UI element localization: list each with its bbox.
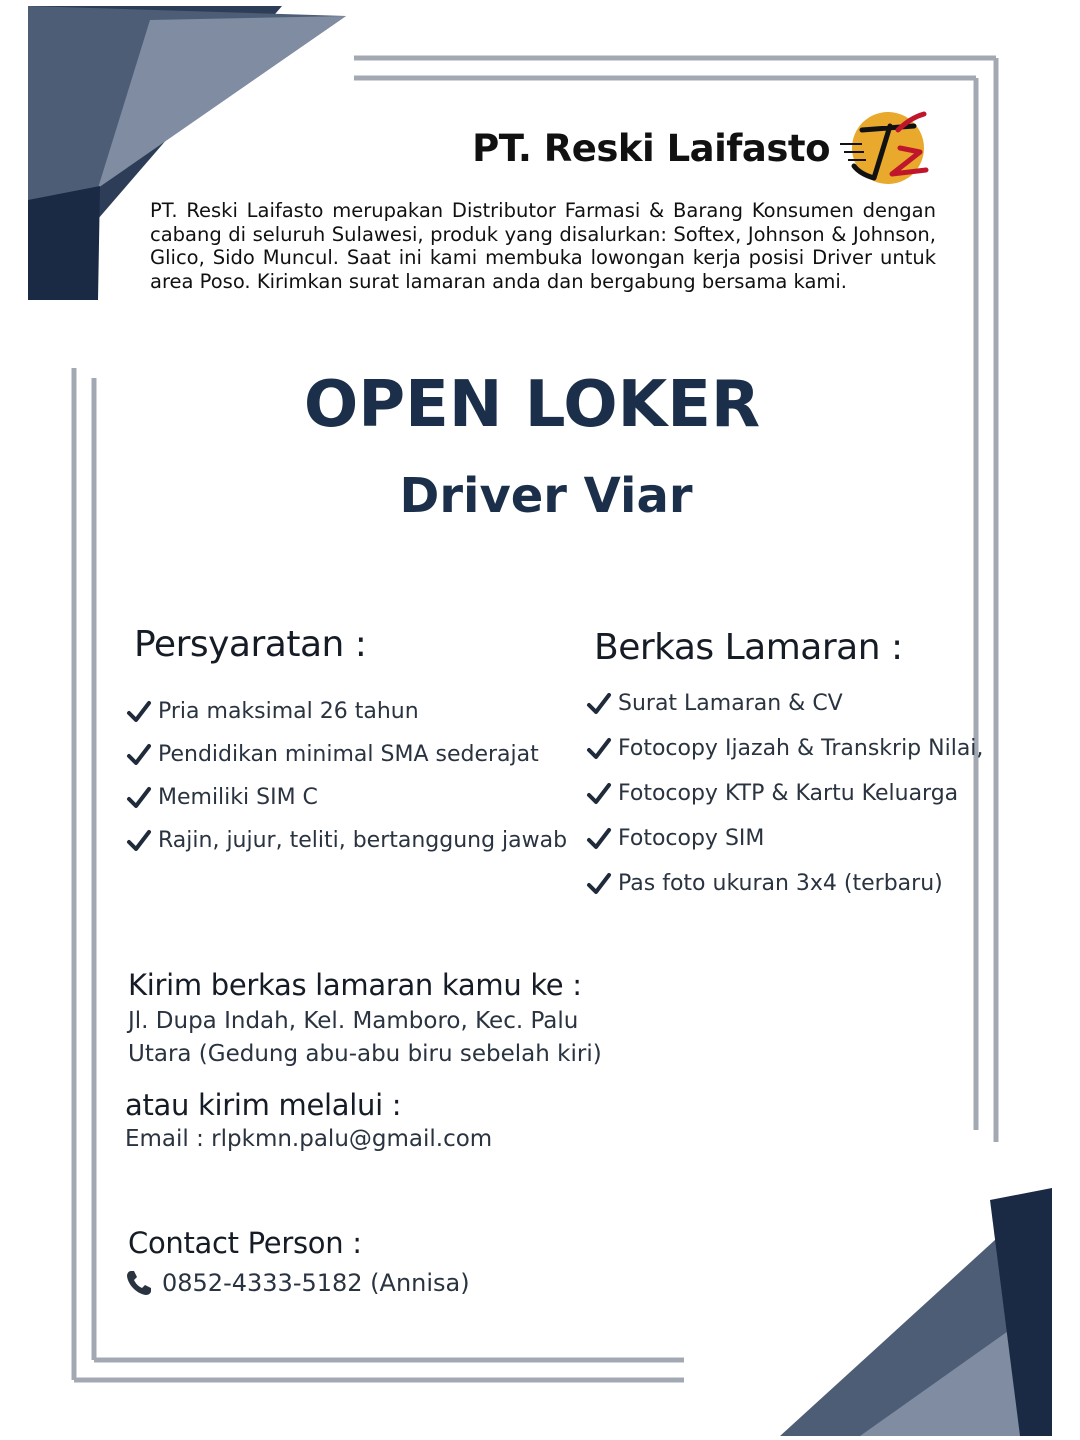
requirements-title: Persyaratan : bbox=[134, 624, 367, 665]
check-icon bbox=[126, 786, 152, 810]
list-item bbox=[586, 726, 983, 771]
requirement-text: Rajin, jujur, teliti, bertanggung jawab bbox=[158, 828, 568, 853]
contact-title: Contact Person : bbox=[128, 1226, 362, 1260]
company-header bbox=[430, 108, 930, 188]
corner-triangle-top-left-navy bbox=[28, 186, 100, 300]
email-text: Email : rlpkmn.palu@gmail.com bbox=[125, 1126, 493, 1152]
check-icon bbox=[586, 737, 612, 761]
list-item bbox=[586, 771, 983, 816]
contact-phone: 0852-4333-5182 (Annisa) bbox=[162, 1269, 470, 1297]
company-logo-icon bbox=[840, 108, 930, 188]
contact-phone-row bbox=[124, 1268, 470, 1298]
document-text: Surat Lamaran & CV bbox=[618, 691, 843, 716]
list-item bbox=[126, 733, 567, 776]
headline-title: OPEN LOKER bbox=[303, 368, 761, 442]
list-item bbox=[586, 861, 983, 906]
document-text: Pas foto ukuran 3x4 (terbaru) bbox=[618, 871, 943, 896]
documents-title: Berkas Lamaran : bbox=[594, 627, 903, 668]
check-icon bbox=[126, 700, 152, 724]
check-icon bbox=[586, 827, 612, 851]
requirement-text: Pria maksimal 26 tahun bbox=[158, 699, 419, 724]
check-icon bbox=[586, 872, 612, 896]
check-icon bbox=[126, 829, 152, 853]
document-text: Fotocopy Ijazah & Transkrip Nilai, bbox=[618, 736, 984, 761]
check-icon bbox=[126, 743, 152, 767]
requirements-list bbox=[126, 690, 567, 862]
list-item bbox=[126, 776, 567, 819]
check-icon bbox=[586, 782, 612, 806]
list-item bbox=[126, 819, 567, 862]
requirement-text: Pendidikan minimal SMA sederajat bbox=[158, 742, 539, 767]
phone-icon bbox=[124, 1268, 154, 1298]
address-line-1: Jl. Dupa Indah, Kel. Mamboro, Kec. Palu bbox=[128, 1008, 579, 1034]
send-title: Kirim berkas lamaran kamu ke : bbox=[128, 968, 582, 1002]
document-text: Fotocopy KTP & Kartu Keluarga bbox=[618, 781, 959, 806]
alt-send-title: atau kirim melalui : bbox=[125, 1088, 402, 1122]
company-name: PT. Reski Laifasto bbox=[472, 126, 830, 170]
list-item bbox=[586, 816, 983, 861]
document-text: Fotocopy SIM bbox=[618, 826, 765, 851]
documents-list bbox=[586, 681, 983, 906]
position-title: Driver Viar bbox=[399, 468, 693, 524]
requirement-text: Memiliki SIM C bbox=[158, 785, 318, 810]
list-item bbox=[586, 681, 983, 726]
address-line-2: Utara (Gedung abu-abu biru sebelah kiri) bbox=[128, 1041, 602, 1067]
list-item bbox=[126, 690, 567, 733]
company-intro: PT. Reski Laifasto merupakan Distributor Farmasi & Barang Konsumen dengan cabang di seluruh Sulawesi, produk yang disalurkan: Softex, Johnson & Johnson, Glico, Sido Muncul. Saat ini kami membuka lowongan kerja posisi Driver untuk area Poso. Kirimkan surat lamaran anda dan bergabung bersama kami. bbox=[150, 199, 936, 293]
check-icon bbox=[586, 692, 612, 716]
